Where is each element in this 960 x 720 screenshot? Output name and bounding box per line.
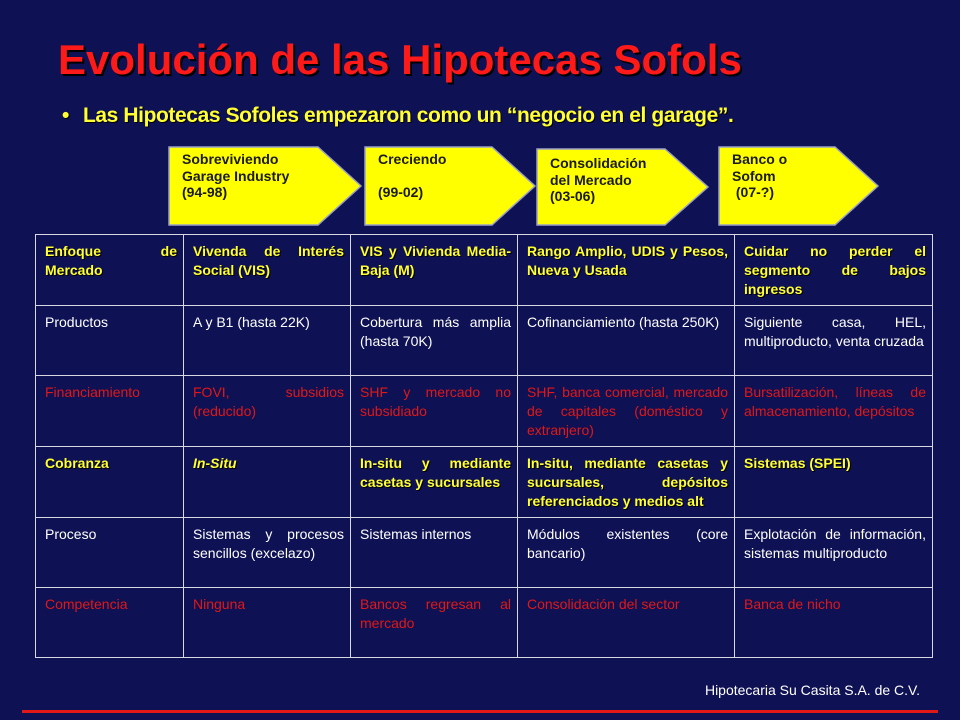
- stage-arrow-4: [718, 146, 880, 226]
- table-cell: Rango Amplio, UDIS y Pesos, Nueva y Usada: [518, 235, 735, 306]
- table-cell: Ninguna: [184, 588, 351, 658]
- bullet-marker: •: [62, 104, 69, 127]
- table-cell: Banca de nicho: [735, 588, 933, 658]
- table-cell: Sistemas y procesos sencillos (excelazo): [184, 518, 351, 588]
- table-cell: Módulos existentes (core bancario): [518, 518, 735, 588]
- row-header-cell: Productos: [36, 306, 184, 376]
- row-header-cell: Proceso: [36, 518, 184, 588]
- table-row: [36, 447, 933, 518]
- stage-arrow-2: [364, 146, 537, 226]
- bullet-text: Las Hipotecas Sofoles empezaron como un “negocio en el garage”.: [82, 104, 734, 127]
- table-cell: SHF y mercado no subsidiado: [351, 376, 518, 447]
- table-row: [36, 376, 933, 447]
- row-header-cell: Cobranza: [36, 447, 184, 518]
- stage-arrow-3: [536, 146, 710, 226]
- table-row: [36, 588, 933, 658]
- table-cell: Consolidación del sector: [518, 588, 735, 658]
- slide-title: Evolución de las Hipotecas Sofols: [58, 36, 742, 83]
- table-cell: In-situ, mediante casetas y sucursales, depósitos referenciados y medios alt: [518, 447, 735, 518]
- stage-label: Consolidación del Mercado (03-06): [550, 155, 647, 204]
- table-cell: In-Situ: [184, 447, 351, 518]
- footer-company: Hipotecaria Su Casita S.A. de C.V.: [704, 682, 920, 698]
- table-row: [36, 306, 933, 376]
- table-cell: Bancos regresan al mercado: [351, 588, 518, 658]
- table-cell: SHF, banca comercial, mercado de capitales (doméstico y extranjero): [518, 376, 735, 447]
- table-cell: A y B1 (hasta 22K): [184, 306, 351, 376]
- row-header-cell: Enfoque de Mercado: [36, 235, 184, 306]
- stage-label: Creciendo (99-02): [378, 151, 447, 200]
- table-row: [36, 518, 933, 588]
- stage-label: Banco o Sofom (07-?): [732, 151, 788, 200]
- table-cell: Bursatilización, líneas de almacenamiento, depósitos: [735, 376, 933, 447]
- table-row: [36, 235, 933, 306]
- bullet-point: [62, 104, 733, 128]
- row-header-cell: Financiamiento: [36, 376, 184, 447]
- bottom-divider: [22, 710, 938, 713]
- table-cell: Vivenda de Interés Social (VIS): [184, 235, 351, 306]
- row-header-cell: Competencia: [36, 588, 184, 658]
- table-cell: In-situ y mediante casetas y sucursales: [351, 447, 518, 518]
- table-cell: VIS y Vivienda Media-Baja (M): [351, 235, 518, 306]
- table-cell: Sistemas internos: [351, 518, 518, 588]
- table-cell: Cofinanciamiento (hasta 250K): [518, 306, 735, 376]
- evolution-table: [35, 234, 933, 658]
- table-cell: Cobertura más amplia (hasta 70K): [351, 306, 518, 376]
- table-cell: Explotación de información, sistemas multiproducto: [735, 518, 933, 588]
- table-cell: Sistemas (SPEI): [735, 447, 933, 518]
- table-cell: Cuidar no perder el segmento de bajos ingresos: [735, 235, 933, 306]
- table-cell: Siguiente casa, HEL, multiproducto, venta cruzada: [735, 306, 933, 376]
- stage-arrow-1: [168, 146, 363, 226]
- table-cell: FOVI, subsidios (reducido): [184, 376, 351, 447]
- stage-label: Sobreviviendo Garage Industry (94-98): [182, 151, 290, 200]
